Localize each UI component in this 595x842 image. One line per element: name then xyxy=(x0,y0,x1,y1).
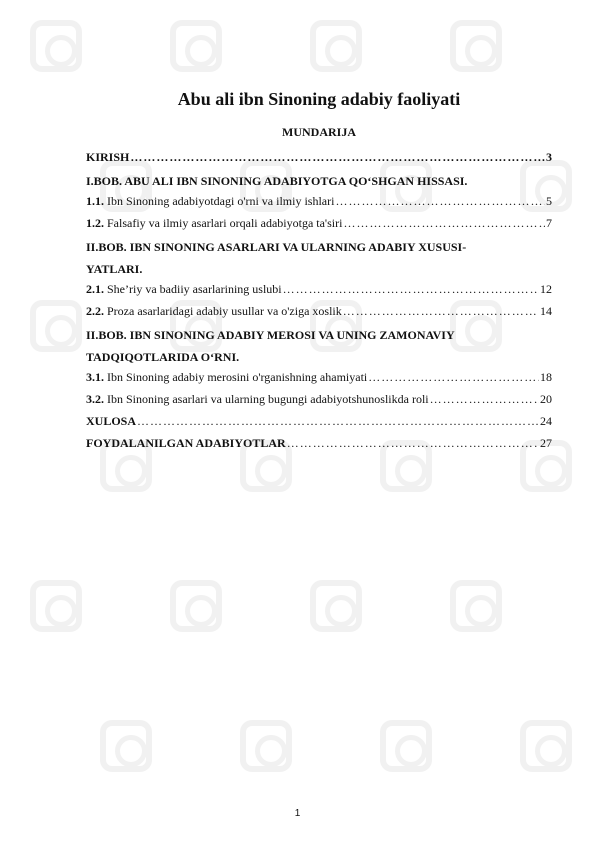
watermark-icon xyxy=(380,720,432,772)
toc-entry-1-2[interactable] xyxy=(86,214,552,236)
toc-entry-2-2[interactable] xyxy=(86,302,552,324)
watermark-icon xyxy=(450,580,502,632)
toc-entry-label: She’riy va badiiy asarlarining uslubi xyxy=(107,282,282,296)
toc-leader-dots xyxy=(368,368,539,386)
watermark-icon xyxy=(30,580,82,632)
toc-entry-page: 24 xyxy=(540,414,552,428)
toc-leader-dots xyxy=(137,412,539,430)
watermark-icon xyxy=(170,580,222,632)
toc-leader-dots xyxy=(287,434,539,452)
toc-leader-dots xyxy=(430,390,539,408)
toc-entry-label: FOYDALANILGAN ADABIYOTLAR xyxy=(86,436,286,450)
watermark-icon xyxy=(30,20,82,72)
watermark-icon xyxy=(30,300,82,352)
toc-entry-number: 3.2. xyxy=(86,392,104,406)
toc-entry-page: 12 xyxy=(540,282,552,296)
chapter-3-title[interactable] xyxy=(86,324,552,368)
chapter-3-title-line-2: TADQIQOTLARIDA O‘RNI. xyxy=(86,350,240,364)
watermark-icon xyxy=(310,20,362,72)
chapter-2-title-line-1: II.BOB. IBN SINONING ASARLARI VA ULARNING ADABIY XUSUSI- xyxy=(86,240,467,254)
toc-entry-number: 1.2. xyxy=(86,216,104,230)
toc-entry-label: KIRISH xyxy=(86,150,130,164)
toc-entry-label: Ibn Sinoning asarlari va ularning bugungi adabiyotshunoslikda roli xyxy=(107,392,429,406)
toc-entry-page: 7 xyxy=(546,216,552,230)
toc-leader-dots xyxy=(130,148,545,166)
chapter-1-title[interactable]: I.BOB. ABU ALI IBN SINONING ADABIYOTGA QO‘SHGAN HISSASI. xyxy=(86,174,468,188)
table-of-contents xyxy=(86,148,552,456)
watermark-icon xyxy=(170,20,222,72)
toc-entry-number: 1.1. xyxy=(86,194,104,208)
toc-leader-dots xyxy=(283,280,539,298)
chapter-2-title[interactable] xyxy=(86,236,552,280)
toc-entry-1-1[interactable] xyxy=(86,192,552,214)
document-title: Abu ali ibn Sinoning adabiy faoliyati xyxy=(177,89,461,109)
toc-leader-dots xyxy=(343,302,539,320)
toc-entry-page: 14 xyxy=(540,304,552,318)
toc-entry-conclusion[interactable] xyxy=(86,412,552,434)
toc-entry-label: Ibn Sinoning adabiy merosini o'rganishning ahamiyati xyxy=(107,370,368,384)
watermark-icon xyxy=(450,20,502,72)
watermark-icon xyxy=(100,720,152,772)
chapter-3-title-line-1: II.BOB. IBN SINONING ADABIY MEROSI VA UNING ZAMONAVIY xyxy=(86,328,455,342)
toc-entry-intro[interactable] xyxy=(86,148,552,170)
toc-entry-3-1[interactable] xyxy=(86,368,552,390)
toc-entry-page: 20 xyxy=(540,392,552,406)
toc-entry-page: 3 xyxy=(546,150,552,164)
toc-entry-number: 2.2. xyxy=(86,304,104,318)
watermark-icon xyxy=(310,580,362,632)
toc-entry-label: Falsafiy va ilmiy asarlari orqali adabiyotga ta'siri xyxy=(107,216,343,230)
toc-heading: MUNDARIJA xyxy=(282,125,356,139)
toc-entry-label: Proza asarlaridagi adabiy usullar va o'ziga xoslik xyxy=(107,304,342,318)
toc-entry-page: 5 xyxy=(546,194,552,208)
toc-leader-dots xyxy=(343,214,545,232)
toc-entry-page: 27 xyxy=(540,436,552,450)
watermark-icon xyxy=(520,720,572,772)
toc-entry-label: XULOSA xyxy=(86,414,137,428)
page-number: 1 xyxy=(294,808,301,819)
toc-entry-page: 18 xyxy=(540,370,552,384)
toc-entry-number: 2.1. xyxy=(86,282,104,296)
toc-entry-label: Ibn Sinoning adabiyotdagi o'rni va ilmiy ishlari xyxy=(107,194,335,208)
toc-entry-references[interactable] xyxy=(86,434,552,456)
watermark-icon xyxy=(240,720,292,772)
toc-entry-2-1[interactable] xyxy=(86,280,552,302)
toc-entry-3-2[interactable] xyxy=(86,390,552,412)
chapter-2-title-line-2: YATLARI. xyxy=(86,262,143,276)
toc-leader-dots xyxy=(335,192,545,210)
toc-entry-number: 3.1. xyxy=(86,370,104,384)
